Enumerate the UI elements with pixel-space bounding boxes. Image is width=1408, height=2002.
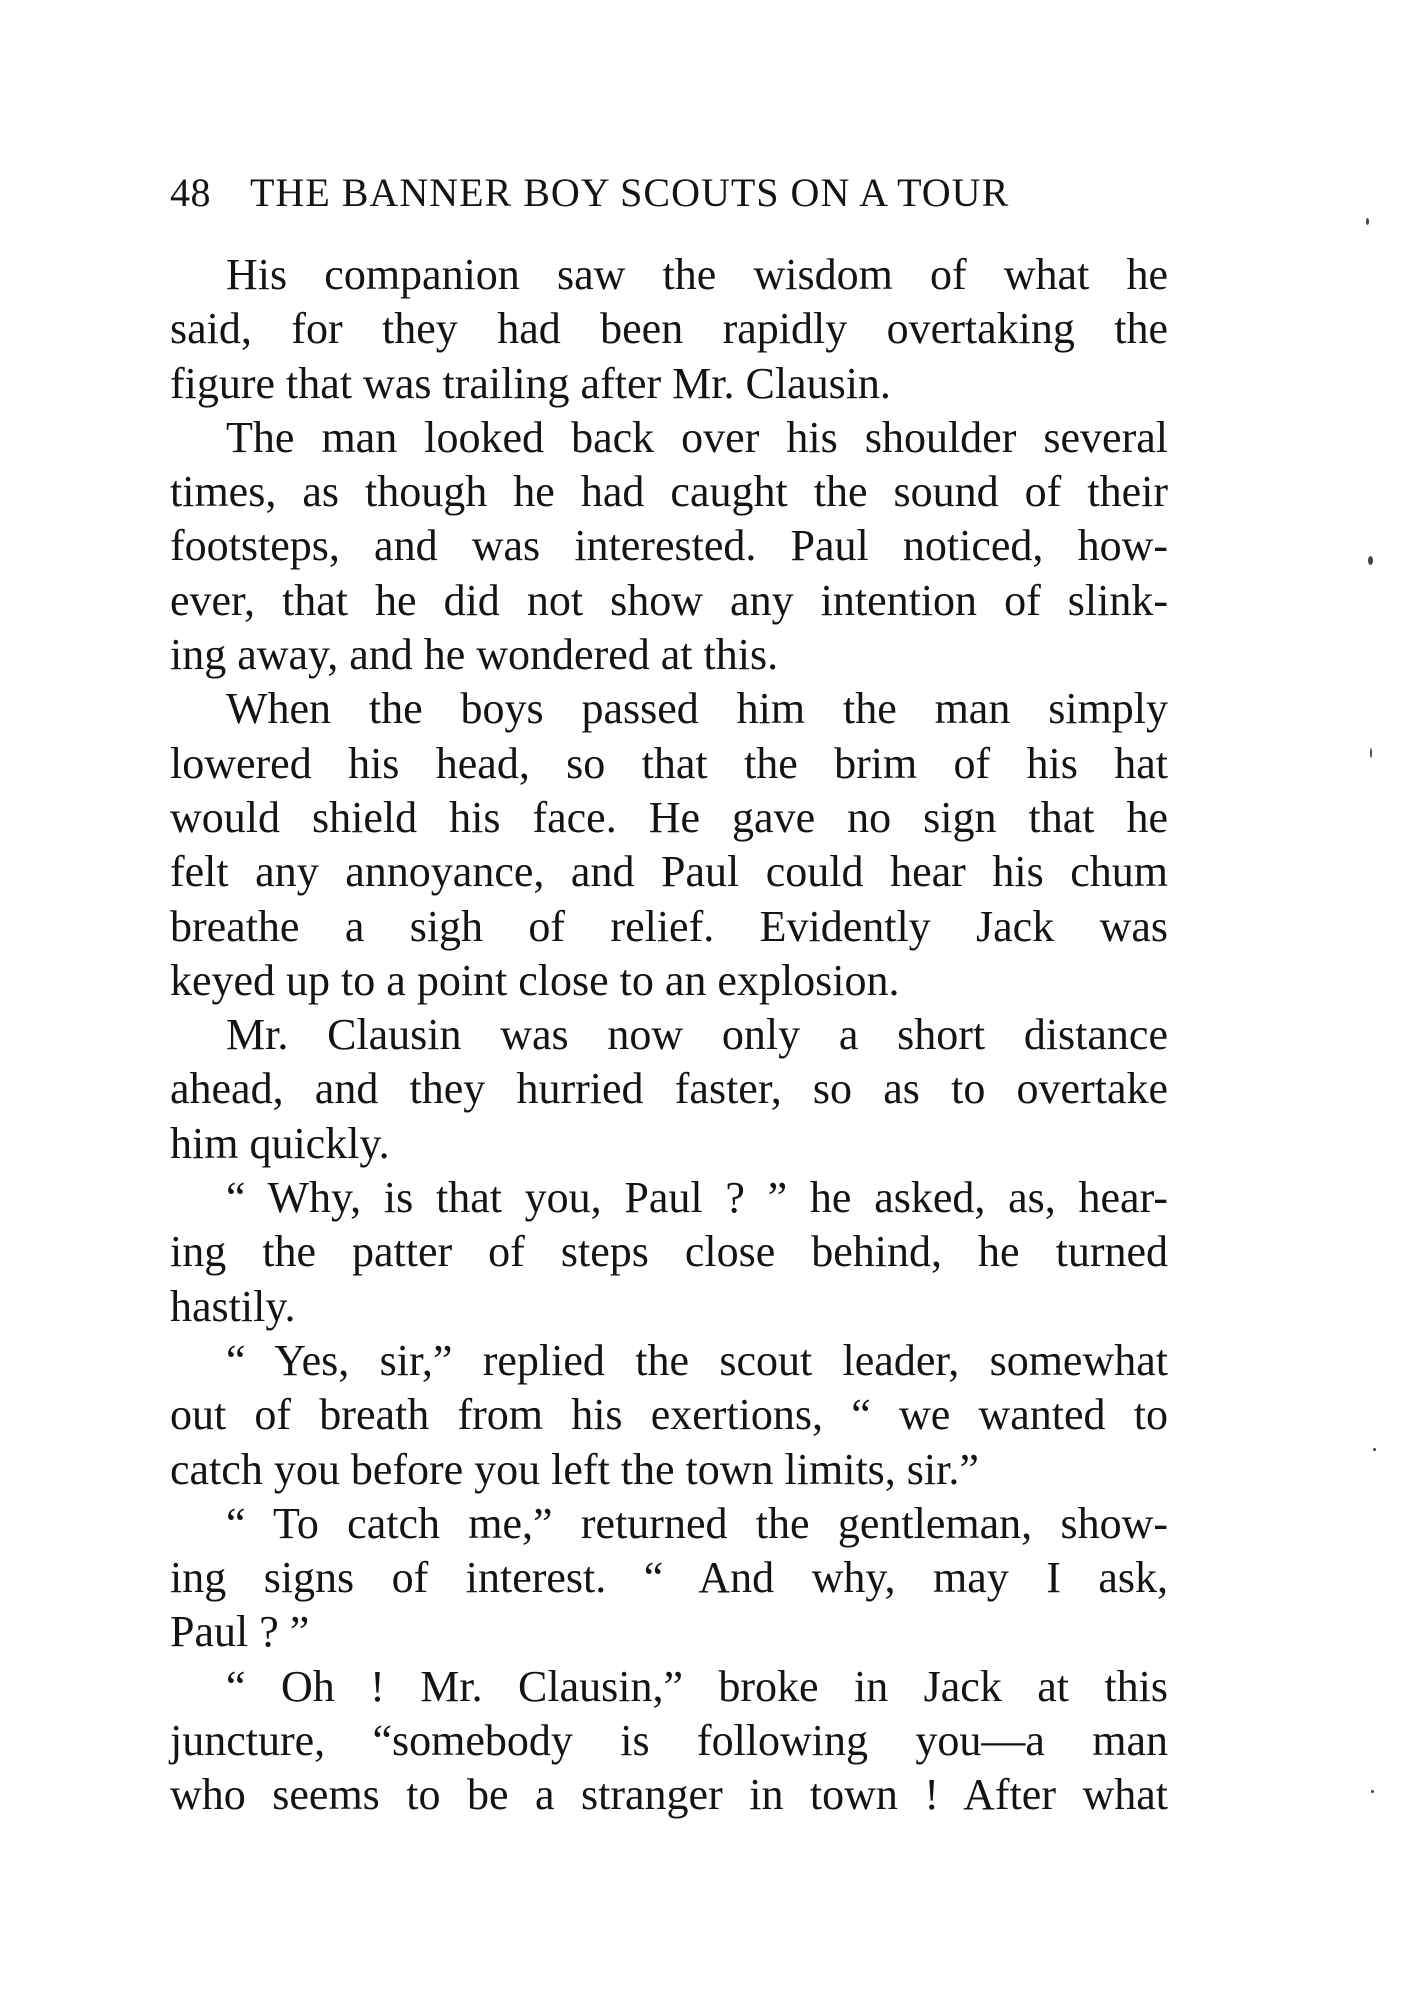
text-line: keyed up to a point close to an explosion. [170, 955, 900, 1005]
text-line: footsteps, and was interested. Paul noticed, how- [170, 521, 1168, 571]
text-line: The man looked back over his shoulder several [226, 412, 1168, 462]
scan-speck [1370, 748, 1372, 758]
text-line: hastily. [170, 1281, 296, 1331]
body-text [170, 248, 1168, 1823]
running-title: THE BANNER BOY SCOUTS ON A TOUR [250, 170, 1010, 215]
paragraph [170, 411, 1168, 682]
text-line: figure that was trailing after Mr. Clausin. [170, 358, 891, 408]
text-line: juncture, “somebody is following you—a man [170, 1716, 1168, 1766]
paragraph [170, 682, 1168, 1008]
text-line: catch you before you left the town limits, sir.” [170, 1444, 979, 1494]
text-line: said, for they had been rapidly overtaking the [170, 304, 1168, 354]
text-line: would shield his face. He gave no sign that he [170, 792, 1168, 842]
page-number: 48 [170, 170, 211, 215]
paragraph [170, 1334, 1168, 1497]
text-line: out of breath from his exertions, “ we wanted to [170, 1390, 1168, 1440]
paragraph [170, 1008, 1168, 1171]
paragraph [170, 1171, 1168, 1334]
running-header [170, 166, 1170, 220]
paragraph [170, 248, 1168, 411]
text-line: When the boys passed him the man simply [226, 684, 1168, 734]
paragraph [170, 1660, 1168, 1823]
text-line: lowered his head, so that the brim of his hat [170, 738, 1168, 788]
text-line: ing signs of interest. “ And why, may I ask, [170, 1553, 1168, 1603]
text-line: “ Why, is that you, Paul ? ” he asked, as, hear- [226, 1173, 1168, 1223]
text-line: who seems to be a stranger in town ! After what [170, 1770, 1168, 1820]
text-line: Mr. Clausin was now only a short distance [226, 1010, 1168, 1060]
scan-speck [1371, 1790, 1374, 1793]
scan-speck [1366, 218, 1369, 225]
text-line: times, as though he had caught the sound of their [170, 467, 1168, 517]
text-line: ever, that he did not show any intention of slink- [170, 575, 1168, 625]
text-line: Paul ? ” [170, 1607, 310, 1657]
text-line: ahead, and they hurried faster, so as to overtake [170, 1064, 1168, 1114]
text-line: breathe a sigh of relief. Evidently Jack was [170, 901, 1168, 951]
text-line: ing away, and he wondered at this. [170, 630, 779, 680]
paragraph [170, 1497, 1168, 1660]
text-line: “ Oh ! Mr. Clausin,” broke in Jack at this [226, 1661, 1168, 1711]
text-line: ing the patter of steps close behind, he turned [170, 1227, 1168, 1277]
text-line: him quickly. [170, 1118, 390, 1168]
text-line: His companion saw the wisdom of what he [226, 250, 1168, 299]
text-line: felt any annoyance, and Paul could hear his chum [170, 847, 1168, 897]
text-line: “ Yes, sir,” replied the scout leader, somewhat [226, 1335, 1168, 1385]
scan-speck [1368, 556, 1373, 565]
scan-speck [1373, 1448, 1376, 1451]
text-line: “ To catch me,” returned the gentleman, show- [226, 1498, 1168, 1548]
